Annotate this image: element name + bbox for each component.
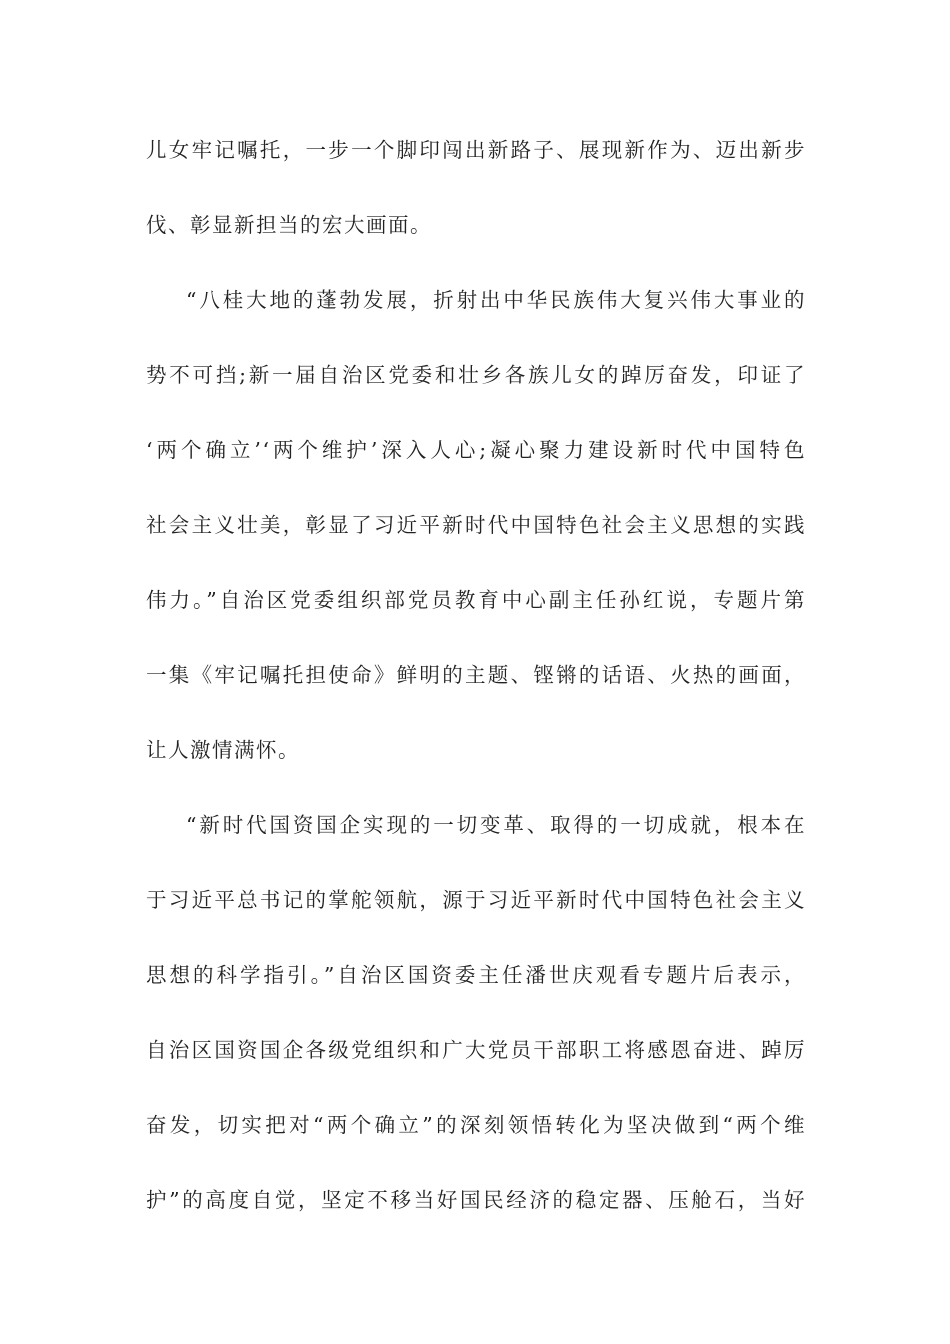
text-line: 自治区国资国企各级党组织和广大党员干部职工将感恩奋进、踔厉: [146, 1038, 806, 1062]
text-line: ‘两个确立’‘两个维护’深入人心;凝心聚力建设新时代中国特色: [146, 438, 806, 462]
text-line: 护”的高度自觉，坚定不移当好国民经济的稳定器、压舱石，当好: [146, 1188, 806, 1212]
text-line: 让人激情满怀。: [146, 738, 300, 762]
text-line: 于习近平总书记的掌舵领航，源于习近平新时代中国特色社会主义: [146, 888, 806, 912]
text-line: 儿女牢记嘱托，一步一个脚印闯出新路子、展现新作为、迈出新步: [146, 138, 806, 162]
paragraph-first-line: “八桂大地的蓬勃发展，折射出中华民族伟大复兴伟大事业的: [186, 288, 806, 312]
text-line: 一集《牢记嘱托担使命》鲜明的主题、铿锵的话语、火热的画面，: [146, 663, 806, 687]
text-line: 社会主义壮美，彰显了习近平新时代中国特色社会主义思想的实践: [146, 513, 806, 537]
text-line: 奋发，切实把对“两个确立”的深刻领悟转化为坚决做到“两个维: [146, 1113, 806, 1137]
text-line: 势不可挡;新一届自治区党委和壮乡各族儿女的踔厉奋发，印证了: [146, 363, 806, 387]
text-line: 伐、彰显新担当的宏大画面。: [146, 213, 432, 237]
text-line: 思想的科学指引。”自治区国资委主任潘世庆观看专题片后表示，: [146, 963, 806, 987]
text-line: 伟力。”自治区党委组织部党员教育中心副主任孙红说，专题片第: [146, 588, 806, 612]
paragraph-first-line: “新时代国资国企实现的一切变革、取得的一切成就，根本在: [186, 813, 806, 837]
